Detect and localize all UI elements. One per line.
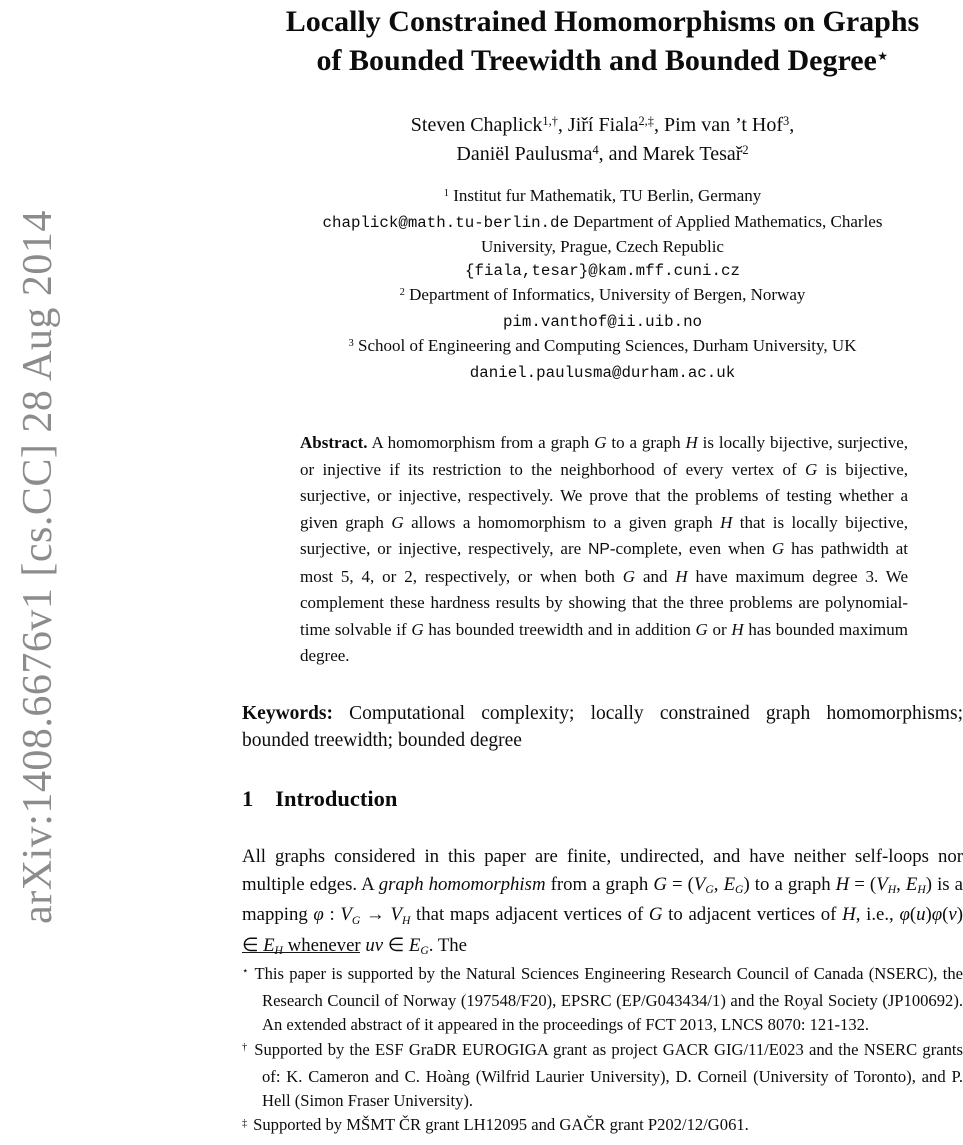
- authors-line-2: Daniël Paulusma$^4$, and Marek Tesař$^2$: [456, 143, 749, 165]
- affiliation-line: {fiala,tesar}@kam.mff.cuni.cz: [465, 262, 740, 280]
- footnote-star: [242, 962, 963, 1038]
- abstract-paragraph: Abstract. A homomorphism from a graph G to a graph H is locally bijective, surjective, or injective if its restriction to the neighborhood of every vertex of G is bijective, surjective, or injective, respectively. We prove that the problems of testing whether a given graph G allows a homomorphism to a given graph H that is locally bijective, surjective, or injective, respectively, are NP-complete, even when G has pathwidth at most 5, 4, or 2, respectively, or when both G and H have maximum degree 3. We complement these hardness results by showing that the three problems are polynomial-time solvable if G has bounded treewidth and in addition G or H has bounded maximum degree.: [300, 433, 909, 665]
- footnote-marker-double-dagger: ‡: [242, 1117, 248, 1129]
- footnote-text: Supported by the ESF GraDR EUROGIGA grant as project GACR GIG/11/E023 and the NSERC grants of: K. Cameron and C. Hoàng (Wilfrid Laurier University), D. Corneil (University of Toronto), and P. Hell (Simon Fraser University).: [254, 1039, 963, 1111]
- footnote-dagger: [242, 1038, 963, 1114]
- affiliation-line: $^3$ School of Engineering and Computing Sciences, Durham University, UK: [348, 336, 857, 355]
- footnotes: [242, 962, 963, 1140]
- affiliation-line: pim.vanthof@ii.uib.no: [502, 313, 703, 331]
- footnote-marker-dagger: †: [242, 1041, 249, 1053]
- affiliation-line: chaplick@math.tu-berlin.de Department of Applied Mathematics, Charles: [322, 212, 883, 232]
- paper-title-line-2: of Bounded Treewidth and Bounded Degree⋆: [316, 44, 889, 77]
- footnote-rule: [242, 952, 360, 953]
- footnote-text: This paper is supported by the Natural Sciences Engineering Research Council of Canada (NSERC), the Research Council of Norway (197548/F20), EPSRC (EP/G043434/1) and the Royal Society (JP100692). An extended abstract of it appeared in the proceedings of FCT 2013, LNCS 8070: 121-132.: [254, 964, 963, 1035]
- section-heading: [242, 786, 963, 812]
- intro-paragraph: All graphs considered in this paper are finite, undirected, and have neither self-loops nor multiple edges. A graph homomorphism from a graph G = (VG, EG) to a graph H = (VH, EH) is a mapping φ : VG → VH that maps adjacent vertices of G to adjacent vertices of H, i.e., φ(u)φ(v) ∈ EH whenever uv ∈ EG. The: [242, 846, 963, 957]
- footnote-double-dagger: [242, 1113, 963, 1140]
- footnote-text: Supported by MŠMT ČR grant LH12095 and GAČR grant P202/12/G061.: [253, 1115, 749, 1135]
- affiliation-line: daniel.paulusma@durham.ac.uk: [469, 364, 736, 382]
- paper-title-line-1: Locally Constrained Homomorphisms on Graphs: [285, 5, 920, 38]
- footnote-marker-star: ⋆: [242, 966, 249, 978]
- page-content: [242, 0, 963, 1145]
- section-title: Introduction: [275, 786, 398, 811]
- keywords-paragraph: Keywords: Computational complexity; locally constrained graph homomorphisms; bounded treewidth; bounded degree: [242, 703, 963, 751]
- authors-line-1: Steven Chaplick$^{1,\dagger}$, Jiří Fiala$^{2,\ddagger}$, Pim van ’t Hof$^3$,: [410, 114, 795, 136]
- affiliations: [242, 184, 963, 385]
- section-number: 1: [242, 786, 254, 811]
- affiliation-line: University, Prague, Czech Republic: [481, 237, 724, 256]
- arxiv-watermark: arXiv:1408.6676v1 [cs.CC] 28 Aug 2014: [15, 210, 61, 924]
- affiliation-line: $^1$ Institut fur Mathematik, TU Berlin, Germany: [443, 186, 762, 205]
- authors: [242, 112, 963, 170]
- paper-title: [242, 2, 963, 84]
- affiliation-line: $^2$ Department of Informatics, University of Bergen, Norway: [399, 285, 806, 304]
